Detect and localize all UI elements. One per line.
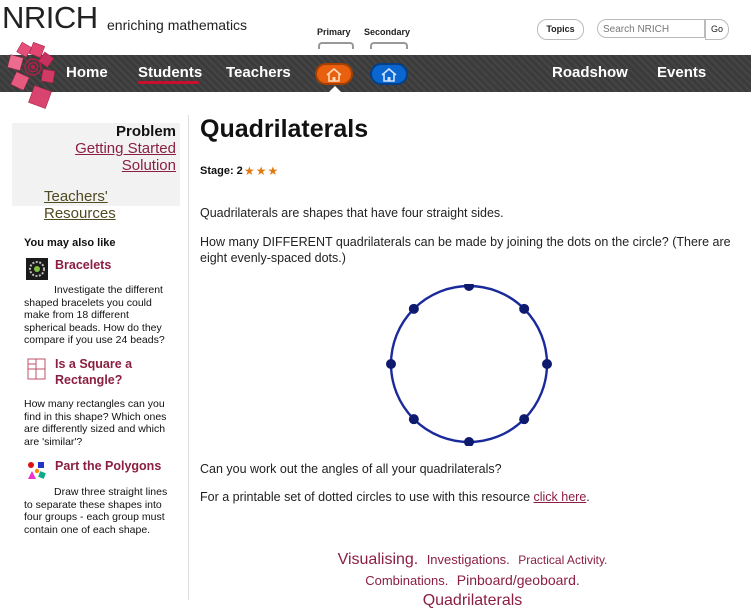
- related-title-bracelets[interactable]: Bracelets: [55, 258, 112, 272]
- question-paragraph: How many DIFFERENT quadrilaterals can be made by joining the dots on the circle? (There are eight evenly-spaced dots.): [200, 235, 731, 265]
- secondary-label[interactable]: Secondary: [364, 27, 411, 37]
- nav-home[interactable]: Home: [66, 64, 108, 81]
- difficulty-stars: ★★★: [244, 164, 280, 178]
- printable-period: .: [586, 490, 590, 504]
- column-divider: [188, 115, 189, 600]
- related-title-part-polygons[interactable]: Part the Polygons: [55, 459, 162, 473]
- secondary-bracket: [370, 42, 408, 49]
- related-desc-part-polygons: Draw three straight lines to separate these shapes into four groups - each group must contain one of each shape.: [24, 486, 168, 536]
- page-title: Quadrilaterals: [200, 115, 369, 143]
- primary-home-button[interactable]: [315, 63, 353, 85]
- tab-getting-started[interactable]: Getting Started: [75, 140, 176, 157]
- home-icon: [381, 68, 397, 82]
- circle-dot: [409, 304, 419, 314]
- resource-tabs-box: [12, 123, 180, 222]
- tag-investigations[interactable]: Investigations.: [426, 552, 510, 567]
- topics-button[interactable]: Topics: [537, 19, 584, 40]
- stage-label: Stage: 2: [200, 165, 243, 177]
- circle-dot: [519, 304, 529, 314]
- printable-text: For a printable set of dotted circles to use with this resource: [200, 490, 534, 504]
- angles-paragraph: Can you work out the angles of all your quadrilaterals?: [200, 462, 502, 476]
- active-nav-underline: [138, 81, 199, 84]
- circle-dot: [409, 414, 419, 424]
- site-logo[interactable]: NRICH: [2, 0, 98, 35]
- related-desc-bracelets: Investigate the different shaped bracelets you could make from 18 different spherical beads. How do they compare if you use 24 beads?: [24, 284, 165, 347]
- topic-tags: [300, 550, 645, 611]
- circle-dot: [386, 359, 396, 369]
- printable-paragraph: [200, 489, 745, 505]
- click-here-link[interactable]: click here: [533, 490, 587, 504]
- tab-problem[interactable]: Problem: [115, 123, 176, 140]
- search-go-button[interactable]: Go: [705, 19, 729, 40]
- tag-quadrilaterals[interactable]: Quadrilaterals: [422, 592, 523, 609]
- primary-bracket: [318, 42, 354, 49]
- you-may-also-like-heading: You may also like: [24, 237, 116, 249]
- nav-teachers[interactable]: Teachers: [226, 64, 291, 81]
- nav-roadshow[interactable]: Roadshow: [552, 64, 628, 81]
- related-title-square-rectangle[interactable]: Is a Square a Rectangle?: [55, 357, 133, 387]
- home-icon: [326, 68, 342, 82]
- circle-dot: [519, 414, 529, 424]
- nav-students[interactable]: Students: [138, 64, 203, 81]
- selected-stage-pointer: [328, 86, 342, 93]
- bracelet-icon[interactable]: [26, 258, 48, 280]
- circle-dot: [464, 284, 474, 291]
- intro-paragraph: Quadrilaterals are shapes that have four straight sides.: [200, 206, 504, 220]
- tab-solution[interactable]: Solution: [121, 157, 176, 174]
- tag-visualising[interactable]: Visualising.: [337, 551, 419, 568]
- rectangle-grid-icon[interactable]: [26, 358, 48, 380]
- tag-practical-activity[interactable]: Practical Activity.: [518, 553, 608, 567]
- related-desc-square-rectangle: How many rectangles can you find in this shape? Which ones are differently sized and which are 'similar'?: [24, 398, 167, 448]
- nrich-logo-icon[interactable]: [5, 40, 57, 112]
- circle-dot: [542, 359, 552, 369]
- circle-dot: [464, 437, 474, 446]
- nav-events[interactable]: Events: [657, 64, 707, 81]
- secondary-home-button[interactable]: [370, 63, 408, 85]
- tag-combinations[interactable]: Combinations.: [365, 573, 449, 588]
- search-input[interactable]: Search NRICH: [597, 19, 705, 38]
- polygons-icon[interactable]: [26, 460, 48, 482]
- tag-pinboard-geoboard[interactable]: Pinboard/geoboard.: [456, 572, 580, 588]
- dotted-circle-figure: [384, 284, 554, 446]
- site-tagline: enriching mathematics: [107, 17, 248, 33]
- tab-teachers-resources[interactable]: Teachers' Resources: [44, 188, 116, 222]
- primary-label[interactable]: Primary: [317, 27, 351, 37]
